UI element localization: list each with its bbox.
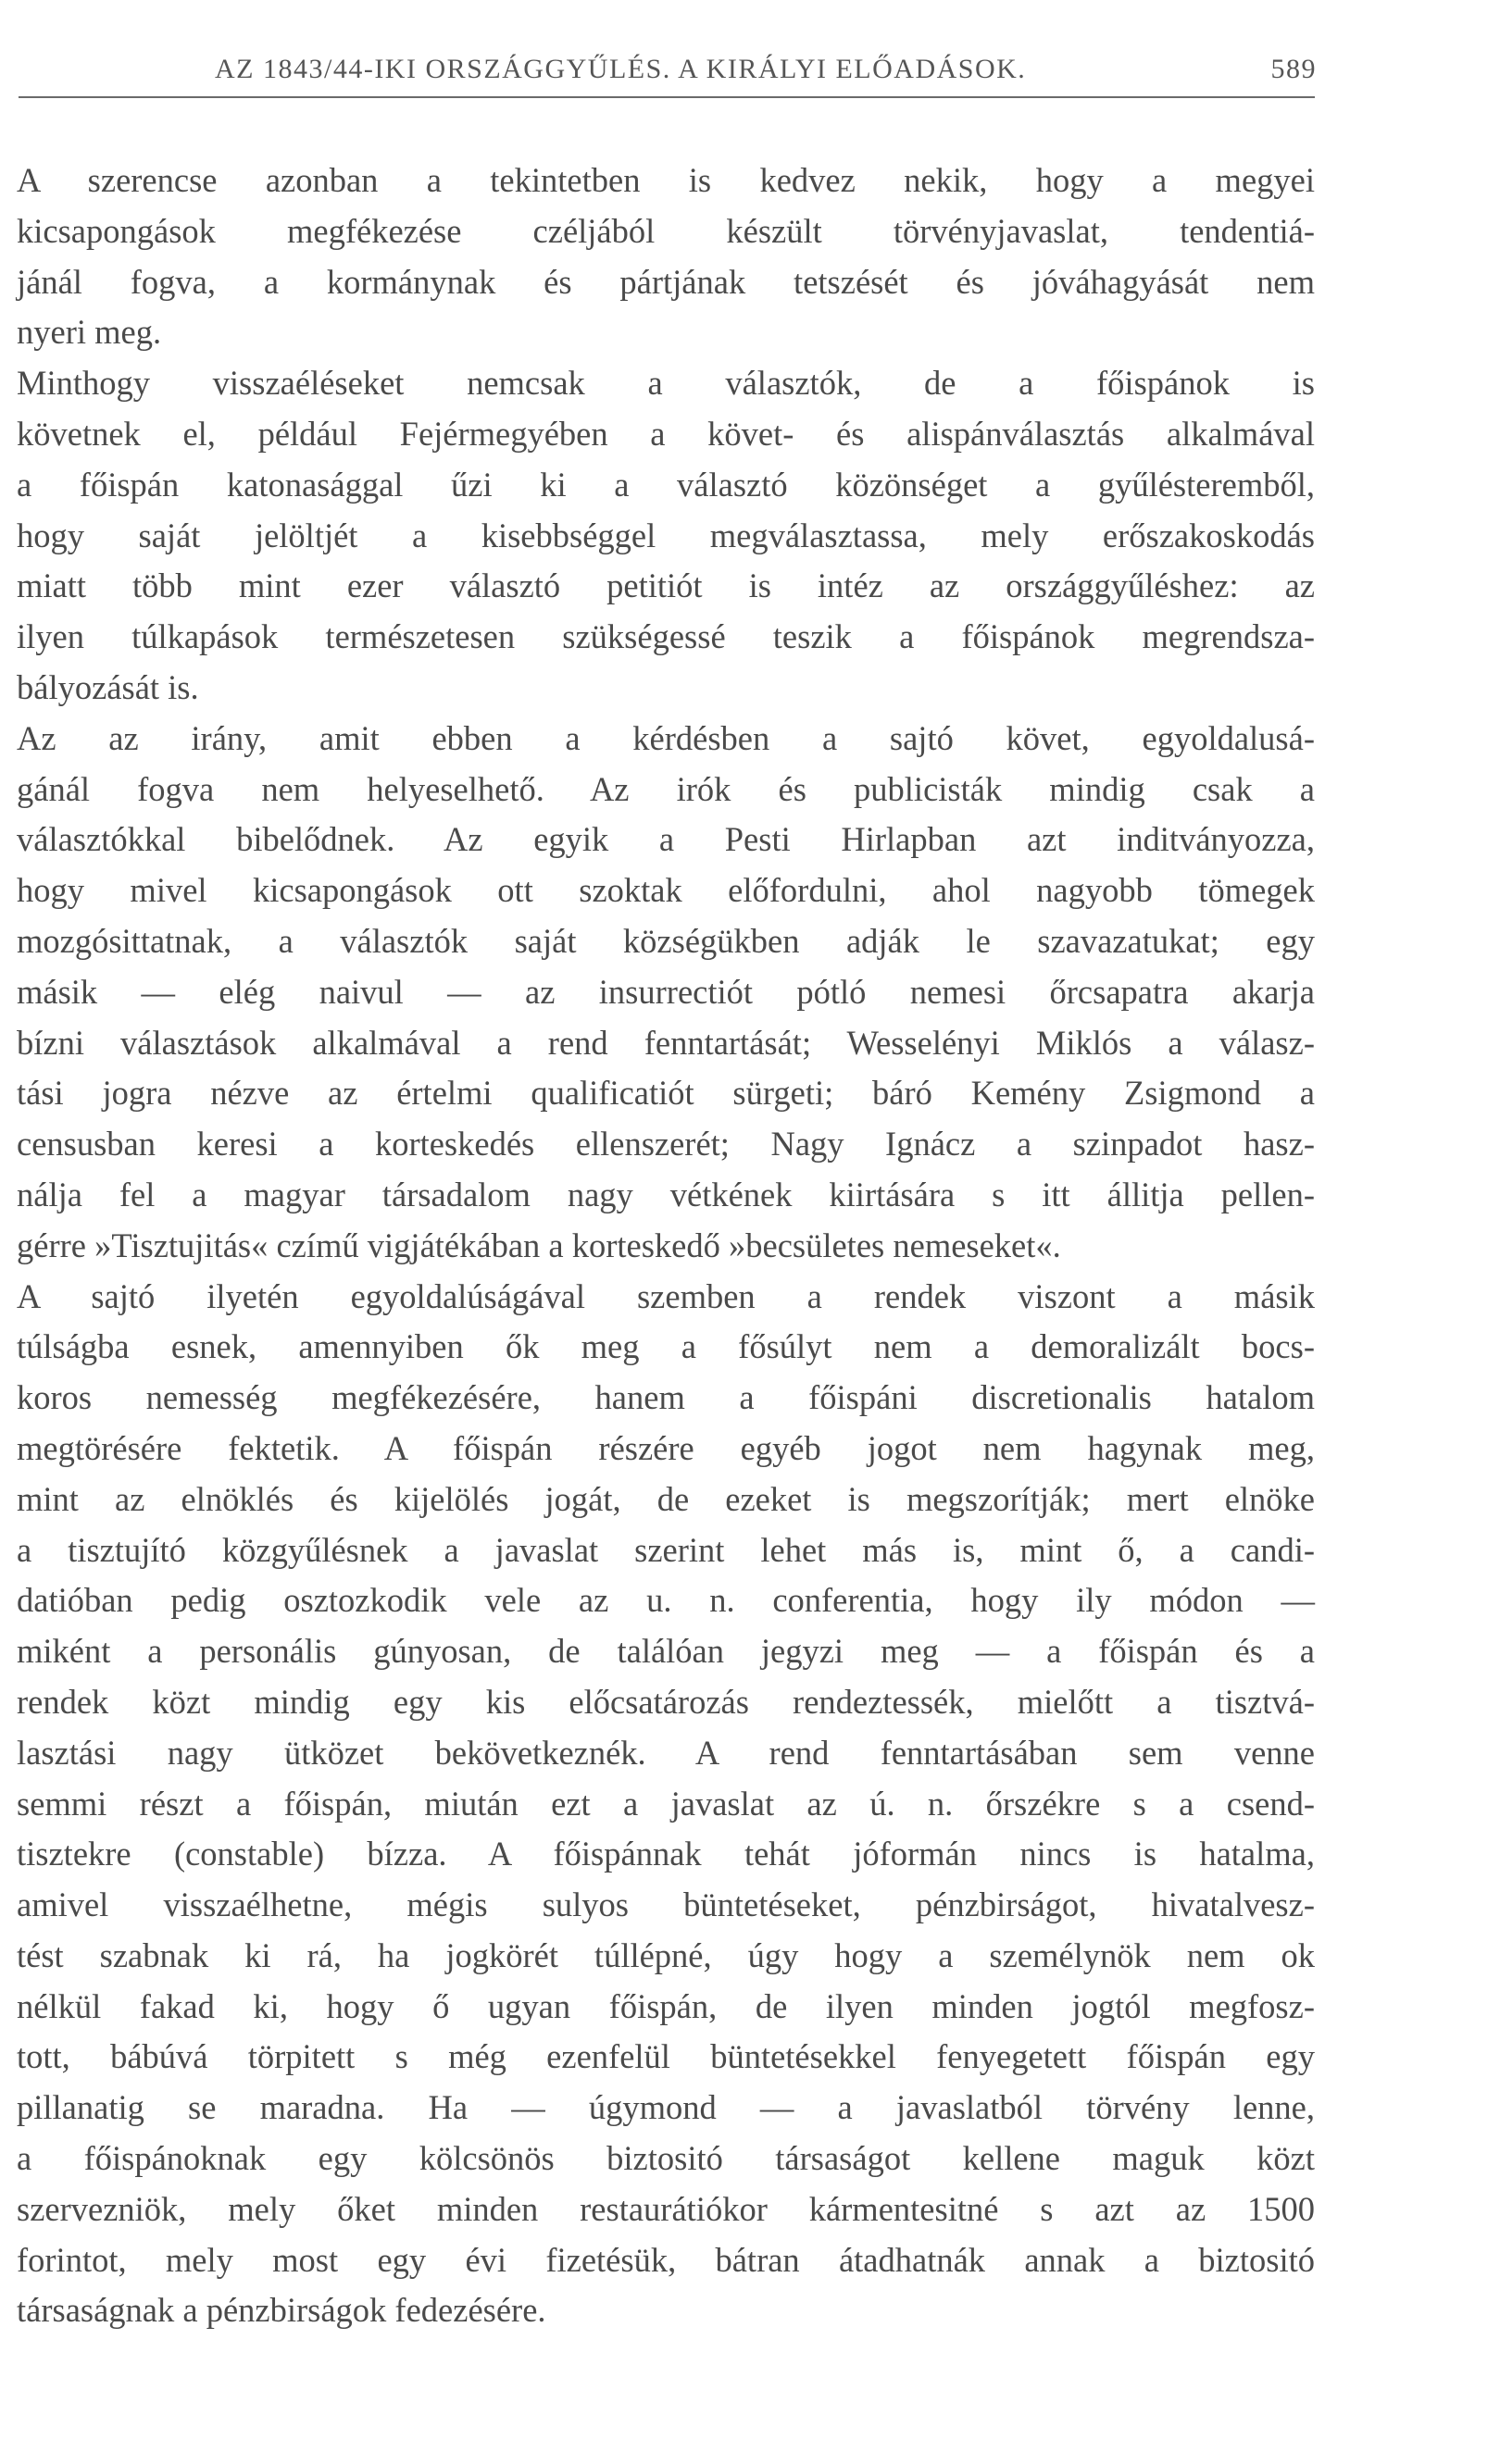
text-line: a főispán katonasággal űzi ki a választó közönséget a gyűlésteremből, — [17, 465, 1315, 504]
text-line: tott, bábúvá törpitett s még ezenfelül büntetésekkel fenyegetett főispán egy — [17, 2037, 1315, 2076]
text-line: a tisztujító közgyűlésnek a javaslat szerint lehet más is, mint ő, a candi- — [17, 1530, 1315, 1569]
text-line: rendek közt mindig egy kis előcsatározás rendeztessék, mielőtt a tisztvá- — [17, 1682, 1315, 1721]
text-line: datióban pedig osztozkodik vele az u. n. conferentia, hogy ily módon — — [17, 1581, 1315, 1620]
text-line: választókkal bibelődnek. Az egyik a Pesti Hirlapban azt inditványozza, — [17, 820, 1315, 859]
text-line: Minthogy visszaéléseket nemcsak a választók, de a főispánok is — [17, 364, 1315, 403]
text-line: a főispánoknak egy kölcsönös biztositó társaságot kellene maguk közt — [17, 2139, 1315, 2178]
running-head — [215, 48, 1317, 89]
text-line: gérre »Tisztujitás« czímű vigjátékában a korteskedő »becsületes nemeseket«. — [17, 1226, 1061, 1264]
text-line: megtörésére fektetik. A főispán részére egyéb jogot nem hagynak meg, — [17, 1428, 1315, 1467]
text-line: mint az elnöklés és kijelölés jogát, de ezeket is megszorítják; mert elnöke — [17, 1479, 1315, 1518]
text-line: miként a personális gúnyosan, de találóan jegyzi meg — a főispán és a — [17, 1632, 1315, 1671]
text-line: hogy saját jelöltjét a kisebbséggel megválasztassa, mely erőszakoskodás — [17, 516, 1315, 554]
text-line: mozgósittatnak, a választók saját községükben adják le szavazatukat; egy — [17, 921, 1315, 960]
page-number: 589 — [1270, 54, 1317, 84]
text-line: lasztási nagy ütközet bekövetkeznék. A rend fenntartásában sem venne — [17, 1733, 1315, 1772]
header-rule — [19, 96, 1315, 98]
text-line: hogy mivel kicsapongások ott szoktak előfordulni, ahol nagyobb tömegek — [17, 871, 1315, 910]
text-line: censusban keresi a korteskedés ellenszerét; Nagy Ignácz a szinpadot hasz- — [17, 1125, 1315, 1164]
text-line: A szerencse azonban a tekintetben is kedvez nekik, hogy a megyei — [17, 161, 1315, 199]
text-line: társaságnak a pénzbirságok fedezésére. — [17, 2291, 546, 2330]
text-line: A sajtó ilyetén egyoldalúságával szemben a rendek viszont a másik — [17, 1276, 1315, 1315]
text-line: amivel visszaélhetne, mégis sulyos büntetéseket, pénzbirságot, hivatalvesz- — [17, 1885, 1315, 1924]
text-line: forintot, mely most egy évi fizetésük, bátran átadhatnák annak a biztositó — [17, 2240, 1315, 2279]
text-line: nyeri meg. — [17, 313, 162, 352]
text-line: semmi részt a főispán, miután ezt a javaslat az ú. n. őrszékre s a csend- — [17, 1784, 1315, 1823]
text-line: miatt több mint ezer választó petitiót is intéz az országgyűléshez: az — [17, 566, 1315, 605]
text-line: nálja fel a magyar társadalom nagy vétkének kiirtására s itt állitja pellen- — [17, 1175, 1315, 1213]
text-line: tási jogra nézve az értelmi qualificatiót sürgeti; báró Kemény Zsigmond a — [17, 1074, 1315, 1113]
text-line: ilyen túlkapások természetesen szükségessé teszik a főispánok megrendsza- — [17, 617, 1315, 656]
text-line: nélkül fakad ki, hogy ő ugyan főispán, de ilyen minden jogtól megfosz- — [17, 1986, 1315, 2025]
text-line: túlságba esnek, amennyiben ők meg a fősúlyt nem a demoralizált bocs- — [17, 1327, 1315, 1366]
text-line: jánál fogva, a kormánynak és pártjának tetszését és jóváhagyását nem — [17, 262, 1315, 301]
text-line: bályozását is. — [17, 667, 199, 706]
text-line: tést szabnak ki rá, ha jogkörét túllépné, úgy hogy a személynök nem ok — [17, 1935, 1315, 1974]
text-line: kicsapongások megfékezése czéljából készült törvényjavaslat, tendentiá- — [17, 211, 1315, 250]
text-line: tisztekre (constable) bízza. A főispánnak tehát jóformán nincs is hatalma, — [17, 1835, 1315, 1873]
text-line: követnek el, például Fejérmegyében a követ- és alispánválasztás alkalmával — [17, 414, 1315, 453]
running-title: AZ 1843/44-IKI ORSZÁGGYŰLÉS. A KIRÁLYI ELŐADÁSOK. — [215, 54, 1027, 84]
text-line: másik — elég naivul — az insurrectiót pótló nemesi őrcsapatra akarja — [17, 972, 1315, 1011]
text-line: koros nemesség megfékezésére, hanem a főispáni discretionalis hatalom — [17, 1378, 1315, 1417]
text-line: szervezniök, mely őket minden restaurátiókor kármentesitné s azt az 1500 — [17, 2189, 1315, 2228]
text-line: gánál fogva nem helyeselhető. Az irók és publicisták mindig csak a — [17, 769, 1315, 808]
text-line: Az az irány, amit ebben a kérdésben a sajtó követ, egyoldalusá- — [17, 718, 1315, 757]
body-text — [17, 156, 1315, 2336]
text-line: bízni választások alkalmával a rend fenntartását; Wesselényi Miklós a válasz- — [17, 1023, 1315, 1062]
text-line: pillanatig se maradna. Ha — úgymond — a javaslatból törvény lenne, — [17, 2088, 1315, 2127]
